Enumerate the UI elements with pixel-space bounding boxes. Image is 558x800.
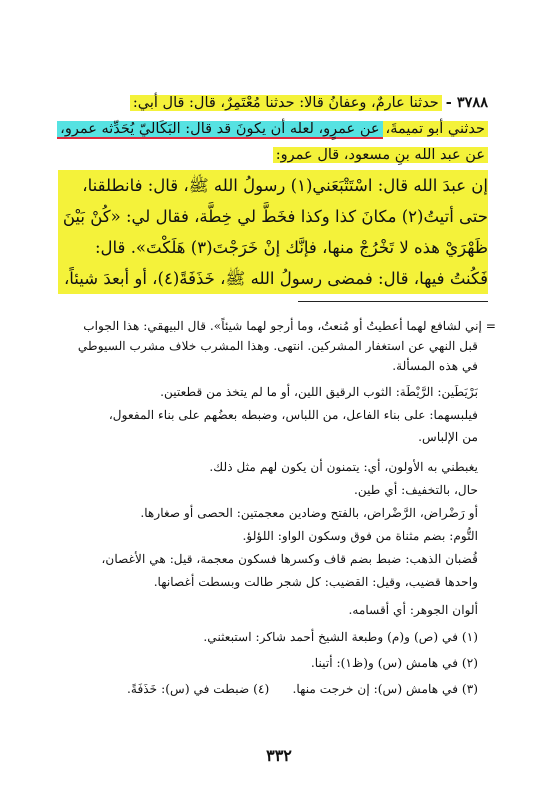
isnad-text-2b: عن عمرٍو، لعله أن يكونَ قد قال: البَكَاليّ يُحَدِّثه عمرو، xyxy=(57,121,382,139)
footnote: (٢) في هامش (س) و(ظ١): أتينا. xyxy=(310,656,478,670)
isnad-text-2a: حدثني أبو تميمةَ، xyxy=(383,121,488,137)
isnad-line-3 xyxy=(273,144,488,166)
gloss-line: من الإلباس. xyxy=(418,430,478,444)
body-line: فَكُنتُ فيها، قال: فمضى رسولُ الله ﷺ، خَذَفَةً(٤)، أو أبعدَ شيئاً، xyxy=(63,269,488,288)
gloss-line: بَرْيَطَين: الرَّيْطَة: الثوب الرقيق اللين، أو ما لم يتخذ من قطعتين. xyxy=(160,385,478,399)
note-continued-line: = إني لشافع لهما أعطيتُ أو مُنعتُ، وما أرجو لهما شيئاً». قال البيهقي: هذا الجواب xyxy=(83,319,496,333)
gloss-line: فيلبسهما: على بناء الفاعل، من اللباس، وضبطه بعضُهم على بناء المفعول، xyxy=(108,408,478,422)
gloss-line: واحدها قضيب، وقيل: القضيب: كل شجر طالت وبسطت أغصانها. xyxy=(153,575,478,589)
isnad-line-1 xyxy=(130,92,488,114)
gloss-line: أو رَضْراض، الرَّضْراض، بالفتح وضادين معجمتين: الحصى أو صغارها. xyxy=(140,506,478,520)
body-line: حتى أتيتُ(٢) مكانَ كذا وكذا فخَطَّ لي خِطَّة، فقال لي: «كُنْ بَيْنَ xyxy=(62,207,488,226)
footnote-separator xyxy=(298,301,488,302)
gloss-line: يغبطني به الأولون، أي: يتمنون أن يكون لهم مثل ذلك. xyxy=(209,460,478,474)
gloss-line: حال، بالتخفيف: أي طين. xyxy=(353,483,478,497)
isnad-line-2 xyxy=(57,118,488,140)
hadith-number: ٣٧٨٨ - xyxy=(445,94,488,111)
isnad-text-1: حدثنا عارمٌ، وعفانُ قالا: حدثنا مُعْتَمِرٌ، قال: قال أبي: xyxy=(130,95,442,111)
page-number: ٣٣٢ xyxy=(266,746,292,765)
note-continued-line: قبل النهي عن استغفار المشركين. انتهى. وهذا المشرب خلاف مشرب السيوطي xyxy=(77,339,478,353)
body-line: ظَهْرَيْ هذه لا تَخْرُجْ منها، فإنَّك إنْ خَرَجْتَ(٣) هَلَكْتَ». قال: xyxy=(94,238,488,257)
body-line: إن عبدَ الله قال: اسْتَتْبَعَني(١) رسولُ الله ﷺ، قال: فانطلقنا، xyxy=(82,176,488,195)
gloss-line: التُّوم: بضم مثناة من فوق وسكون الواو: اللؤلؤ. xyxy=(242,529,478,543)
note-continued-line: في هذه المسألة. xyxy=(392,359,478,373)
footnote: (١) في (ص) و(م) وطبعة الشيخ أحمد شاكر: استبعثني. xyxy=(203,630,478,644)
isnad-text-3: عن عبد الله بنِ مسعود، قال عمرو: xyxy=(273,147,488,163)
gloss-line: قُضبان الذهب: ضبط بضم قاف وكسرها فسكون معجمة، قيل: هي الأغصان، xyxy=(101,552,478,566)
hadith-body xyxy=(58,170,488,294)
footnote: (٣) في هامش (س): إن خرجت منها. (٤) ضبطت في (س): خَذَفَةً. xyxy=(127,682,478,696)
gloss-line: ألوان الجوهر: أي أقسامه. xyxy=(348,603,478,617)
